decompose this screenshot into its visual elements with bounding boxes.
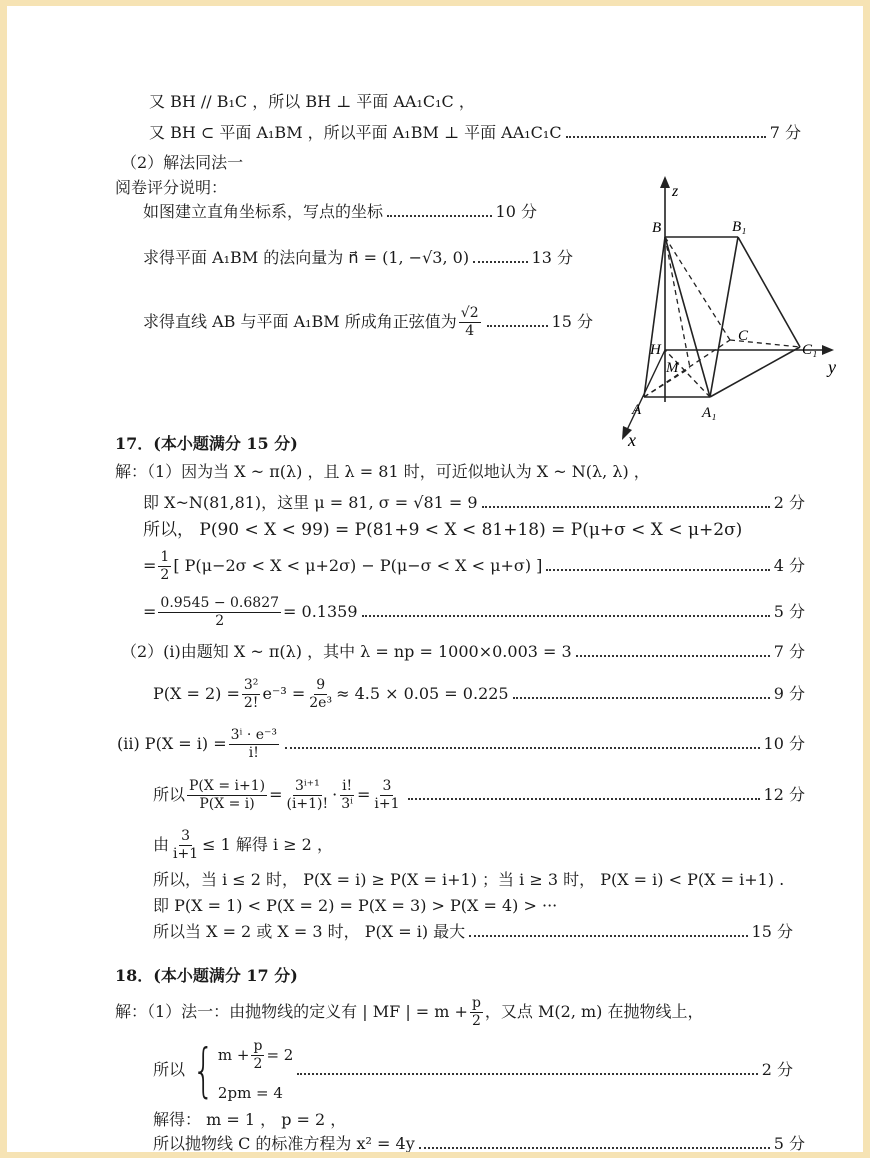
l1: 又 BH // B₁C ，所以 BH ⊥ 平面 AA₁C₁C ， bbox=[149, 92, 475, 111]
score: 9 分 bbox=[773, 684, 805, 703]
dot-leader bbox=[419, 1147, 770, 1149]
label-h: H bbox=[650, 342, 661, 358]
scored-line: (ii) P(X = i) = $\frac{\text{3ⁱ · e⁻³}}{i!}$ 10 分 bbox=[117, 726, 805, 761]
score: 5 分 bbox=[773, 602, 805, 621]
dot-leader bbox=[362, 615, 770, 617]
dot-leader bbox=[546, 569, 769, 571]
y-arrow-icon bbox=[822, 345, 834, 355]
label-a1: A₁ bbox=[702, 405, 717, 421]
prism-figure bbox=[592, 172, 852, 454]
text-line: 由 $\frac{3}{i+1}$ ≤ 1 解得 i ≥ 2 ， bbox=[153, 827, 333, 862]
dot-leader bbox=[297, 1073, 757, 1075]
scored-line: 所以 { m + $\frac{p}{2}$ = 2 2pm = 4 2 分 bbox=[153, 1036, 793, 1104]
text-line: 解：（1）因为当 X ~ π(λ) ，且 λ = 81 时，可近似地认为 X ~ N(λ, λ) ， bbox=[115, 462, 650, 481]
l5: 如图建立直角坐标系，写点的坐标 bbox=[143, 202, 384, 221]
scored-line bbox=[149, 123, 801, 143]
text-line bbox=[149, 92, 475, 112]
text-line: 解：（1）法一：由抛物线的定义有 | MF | = m + $\frac{p}{2}$ ，又点 M(2, m) 在抛物线上， bbox=[115, 994, 704, 1029]
score: 15 分 bbox=[551, 312, 593, 331]
score: 10 分 bbox=[495, 202, 537, 221]
dot-leader bbox=[387, 215, 492, 217]
score: 7 分 bbox=[773, 642, 805, 661]
scored-line bbox=[143, 302, 593, 342]
scored-line: = $\frac{1}{2}$ [ P(μ−2σ < X < μ+2σ) − P(μ−σ < X < μ+σ) ] 4 分 bbox=[143, 548, 805, 583]
l4: 阅卷评分说明： bbox=[115, 178, 228, 197]
score: 2 分 bbox=[773, 493, 805, 512]
label-z: z bbox=[672, 183, 679, 200]
text-line: 所以，当 i ≤ 2 时， P(X = i) ≥ P(X = i+1) ；当 i ≥ 3 时， P(X = i) < P(X = i+1) . bbox=[153, 870, 785, 889]
score: 15 分 bbox=[751, 922, 793, 941]
label-c1: C₁ bbox=[802, 342, 818, 358]
l6: 求得平面 A₁BM 的法向量为 n⃗ = (1, −√3, 0) bbox=[143, 248, 470, 267]
scored-line: = $\frac{0.9545 - 0.6827}{2}$ = 0.1359 5 分 bbox=[143, 594, 805, 629]
scored-line: 所以当 X = 2 或 X = 3 时， P(X = i) 最大 15 分 bbox=[153, 922, 793, 941]
scored-line bbox=[143, 202, 537, 222]
scored-line: P(X = 2) = $\frac{\text{3²}}{2!}$ e⁻³ = $\frac{9}{\text{2e³}}$ ≈ 4.5 × 0.05 = 0.225 9 分 bbox=[153, 676, 805, 711]
dot-leader bbox=[487, 325, 548, 327]
dot-leader bbox=[408, 798, 760, 800]
q18-title: 18．(本小题满分 17 分) bbox=[115, 966, 298, 985]
score: 5 分 bbox=[773, 1134, 805, 1152]
text-line bbox=[121, 153, 243, 173]
text-line: 即 P(X = 1) < P(X = 2) = P(X = 3) > P(X = 4) > ··· bbox=[153, 896, 558, 915]
scored-line: 即 X~N(81,81)，这里 μ = 81, σ = √81 = 9 2 分 bbox=[143, 493, 805, 512]
dot-leader bbox=[566, 136, 766, 138]
label-a: A bbox=[632, 402, 642, 418]
text-line: 解得： m = 1 ， p = 2 ， bbox=[153, 1110, 347, 1129]
dot-leader bbox=[576, 655, 770, 657]
score: 13 分 bbox=[531, 248, 573, 267]
label-c: C bbox=[738, 328, 749, 344]
label-m: M bbox=[666, 360, 679, 376]
fraction: $\frac{√2}{4}$ bbox=[460, 304, 479, 339]
dot-leader bbox=[482, 506, 770, 508]
dot-leader bbox=[469, 935, 747, 937]
equation-system: { m + $\frac{p}{2}$ = 2 2pm = 4 bbox=[192, 1036, 294, 1104]
scored-line: 所以 $\frac{P(X = i+1)}{P(X = i)}$ = $\frac{\text{3ⁱ⁺¹}}{(i+1)!}$ · $\frac{i!}{\text{3ⁱ}}$ = $\frac{3}{i+1}$ 12 分 bbox=[153, 777, 805, 812]
label-y: y bbox=[828, 357, 836, 377]
dot-leader bbox=[473, 261, 527, 263]
score: 7 分 bbox=[769, 123, 801, 142]
z-arrow-icon bbox=[660, 176, 670, 188]
label-b: B bbox=[652, 220, 662, 236]
label-b1: B₁ bbox=[732, 219, 747, 235]
scored-line: 所以抛物线 C 的标准方程为 x² = 4y 5 分 bbox=[153, 1134, 805, 1152]
label-x: x bbox=[628, 430, 636, 450]
l2: 又 BH ⊂ 平面 A₁BM ，所以平面 A₁BM ⊥ 平面 AA₁C₁C bbox=[149, 123, 562, 142]
dot-leader bbox=[513, 697, 770, 699]
score: 10 分 bbox=[763, 734, 805, 753]
page bbox=[7, 6, 863, 1152]
scored-line bbox=[143, 248, 573, 268]
l3: （2）解法同法一 bbox=[121, 153, 244, 172]
q17-title: 17．(本小题满分 15 分) bbox=[115, 434, 298, 453]
text-line bbox=[115, 178, 227, 198]
score: 2 分 bbox=[761, 1060, 793, 1079]
score: 12 分 bbox=[763, 785, 805, 804]
l7: 求得直线 AB 与平面 A₁BM 所成角正弦值为 bbox=[143, 312, 457, 331]
scored-line: （2）(i)由题知 X ~ π(λ) ，其中 λ = np = 1000×0.003 = 3 7 分 bbox=[121, 642, 805, 661]
text-line: 所以， P(90 < X < 99) = P(81+9 < X < 81+18) = P(μ+σ < X < μ+2σ) bbox=[143, 520, 743, 540]
dot-leader bbox=[285, 747, 760, 749]
score: 4 分 bbox=[773, 556, 805, 575]
